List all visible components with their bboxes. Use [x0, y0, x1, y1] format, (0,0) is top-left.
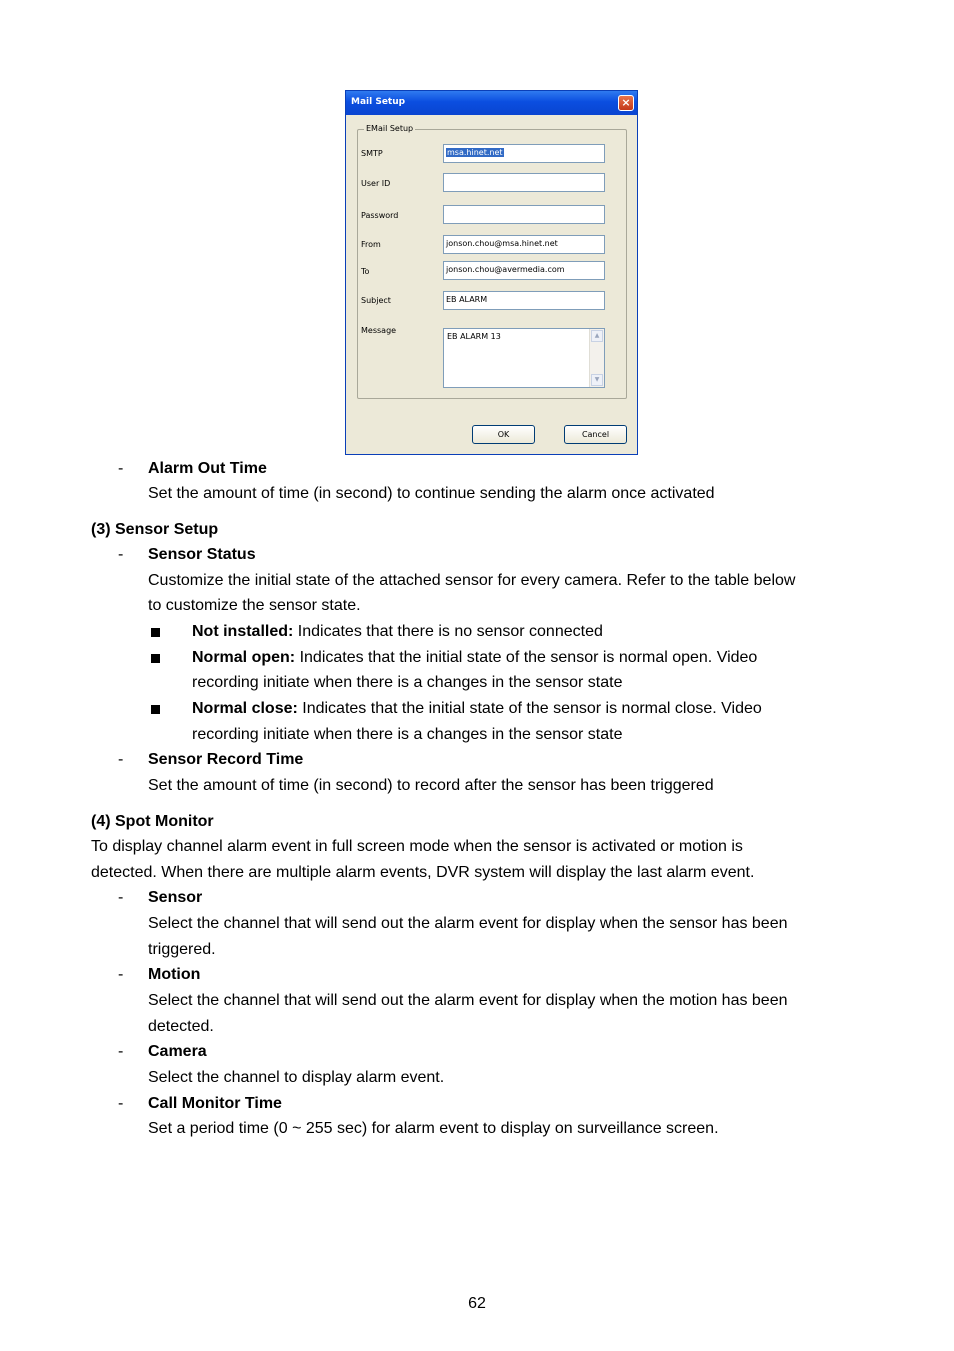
bullet-normal-close-cont: recording initiate when there is a changes in the sensor state	[192, 726, 623, 743]
sensor-desc: Select the channel that will send out the alarm event for display when the sensor has been	[148, 915, 788, 932]
smtp-label: SMTP	[361, 149, 383, 158]
to-input[interactable]: jonson.chou@avermedia.com	[443, 261, 605, 280]
call-monitor-title: Call Monitor Time	[148, 1095, 282, 1112]
call-monitor-desc: Set a period time (0 ~ 255 sec) for alarm event to display on surveillance screen.	[148, 1120, 719, 1137]
message-textarea[interactable]	[443, 328, 605, 388]
sensor-status-desc: Customize the initial state of the attached sensor for every camera. Refer to the table below	[148, 572, 796, 589]
email-setup-group	[357, 124, 627, 399]
sensor-status-desc-cont: to customize the sensor state.	[148, 597, 361, 614]
user-id-input[interactable]	[443, 173, 605, 192]
list-dash: -	[118, 1095, 124, 1112]
motion-title: Motion	[148, 966, 201, 983]
sensor-record-desc: Set the amount of time (in second) to record after the sensor has been triggered	[148, 777, 714, 794]
bullet-square-icon	[151, 705, 160, 714]
bullet-text: Indicates that there is no sensor connected	[293, 623, 603, 640]
list-dash: -	[118, 546, 124, 563]
alarm-out-desc: Set the amount of time (in second) to continue sending the alarm once activated	[148, 485, 715, 502]
bullet-normal-close	[192, 699, 762, 719]
password-label: Password	[361, 211, 399, 220]
sensor-desc-cont: triggered.	[148, 941, 216, 958]
list-dash: -	[118, 751, 124, 768]
user-id-label: User ID	[361, 179, 391, 188]
bullet-term: Normal open:	[192, 649, 296, 666]
subject-label: Subject	[361, 296, 391, 305]
bullet-square-icon	[151, 628, 160, 637]
message-scrollbar[interactable]	[589, 329, 604, 387]
sensor-status-title: Sensor Status	[148, 546, 256, 563]
close-button[interactable]	[618, 95, 634, 111]
list-dash: -	[118, 966, 124, 983]
bullet-text: Indicates that the initial state of the sensor is normal open. Video	[295, 649, 758, 666]
bullet-text: Indicates that the initial state of the sensor is normal close. Video	[297, 700, 762, 717]
spot-monitor-intro-cont: detected. When there are multiple alarm events, DVR system will display the last alarm event.	[91, 864, 755, 881]
bullet-term: Not installed:	[192, 623, 294, 640]
message-label: Message	[361, 326, 397, 335]
bullet-not-installed	[192, 622, 603, 642]
sensor-title: Sensor	[148, 889, 203, 906]
dialog-titlebar[interactable]	[346, 91, 637, 115]
motion-desc: Select the channel that will send out the alarm event for display when the motion has been	[148, 992, 788, 1009]
page-number: 62	[468, 1295, 486, 1312]
dialog-title: Mail Setup	[351, 97, 406, 107]
camera-desc: Select the channel to display alarm event.	[148, 1069, 445, 1086]
password-input[interactable]	[443, 205, 605, 224]
bullet-square-icon	[151, 654, 160, 663]
to-label: To	[361, 267, 370, 276]
spot-monitor-heading: (4) Spot Monitor	[91, 813, 214, 830]
motion-desc-cont: detected.	[148, 1018, 214, 1035]
scroll-down-icon[interactable]: ▼	[591, 374, 603, 386]
spot-monitor-intro: To display channel alarm event in full screen mode when the sensor is activated or motion is	[91, 838, 743, 855]
alarm-out-title: Alarm Out Time	[148, 460, 267, 477]
list-dash: -	[118, 1043, 124, 1060]
list-dash: -	[118, 460, 124, 477]
from-label: From	[361, 240, 381, 249]
bullet-term: Normal close:	[192, 700, 298, 717]
mail-setup-dialog	[345, 90, 638, 455]
list-dash: -	[118, 889, 124, 906]
group-label: EMail Setup	[366, 124, 414, 133]
bullet-normal-open	[192, 648, 757, 668]
sensor-record-title: Sensor Record Time	[148, 751, 304, 768]
close-icon: ×	[621, 96, 631, 109]
message-value: EB ALARM 13	[447, 332, 501, 341]
scroll-up-icon[interactable]: ▲	[591, 330, 603, 342]
bullet-normal-open-cont: recording initiate when there is a changes in the sensor state	[192, 674, 623, 691]
smtp-input[interactable]	[443, 144, 605, 163]
smtp-value: msa.hinet.net	[447, 148, 503, 157]
sensor-setup-heading: (3) Sensor Setup	[91, 521, 219, 538]
subject-input[interactable]: EB ALARM	[443, 291, 605, 310]
ok-button[interactable]: OK	[472, 425, 535, 444]
from-input[interactable]: jonson.chou@msa.hinet.net	[443, 235, 605, 254]
cancel-button[interactable]: Cancel	[564, 425, 627, 444]
camera-title: Camera	[148, 1043, 207, 1060]
